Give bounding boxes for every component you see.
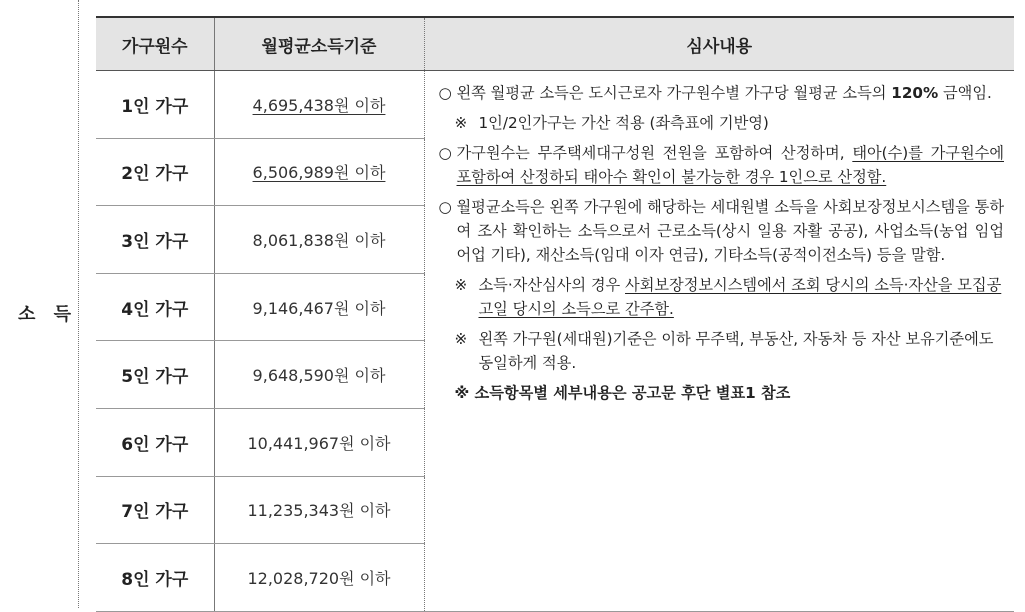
header-review: 심사내용	[424, 17, 1014, 71]
header-households: 가구원수	[96, 17, 214, 71]
household-cell: 8인 가구	[96, 544, 214, 612]
income-criteria-table	[96, 16, 1014, 612]
income-cell: 11,235,343원 이하	[214, 476, 424, 544]
review-text: 1인/2인가구는 가산 적용 (좌측표에 기반영)	[478, 114, 769, 133]
income-cell	[214, 138, 424, 206]
section-divider-line	[78, 0, 79, 608]
income-cell: 12,028,720원 이하	[214, 544, 424, 612]
review-underlined-text: 태아(수)를 가구원수에 포함하여 산정하되 태아수 확인이 불가능한 경우 1인으로 산정함.	[456, 144, 1004, 187]
household-cell: 3인 가구	[96, 206, 214, 274]
income-cell: 9,146,467원 이하	[214, 273, 424, 341]
circle-bullet: ○	[438, 84, 452, 102]
review-text: 금액임.	[938, 84, 992, 102]
review-text: 월평균소득은 왼쪽 가구원에 해당하는 세대원별 소득을 사회보장정보시스템을 통하여 조사 확인하는 소득으로서 근로소득(상시 일용 자활 공공), 사업소득(농업 임업 어업 기타), 재산소득(임대 이자 연금), 기타소득(공적이전소득) 등을 말함.	[456, 198, 1004, 265]
household-cell: 5인 가구	[96, 341, 214, 409]
table-header-row	[96, 17, 1014, 71]
income-cell: 8,061,838원 이하	[214, 206, 424, 274]
note-mark: ※	[454, 276, 468, 295]
review-paragraph-3	[439, 195, 1005, 267]
review-bold-percent: 120%	[891, 84, 939, 102]
review-paragraph-2	[439, 141, 1005, 189]
income-value: 6,506,989원 이하	[252, 163, 386, 183]
review-content-cell	[424, 71, 1014, 612]
household-cell: 1인 가구	[96, 71, 214, 139]
review-note-1	[439, 111, 1005, 135]
section-label: 소 득	[18, 304, 78, 325]
income-cell: 10,441,967원 이하	[214, 408, 424, 476]
household-cell: 6인 가구	[96, 408, 214, 476]
income-cell: 9,648,590원 이하	[214, 341, 424, 409]
review-text: 가구원수는 무주택세대구성원 전원을 포함하여 산정하며,	[456, 144, 853, 163]
income-value: 4,695,438원 이하	[252, 95, 386, 115]
review-paragraph-1	[439, 81, 1005, 105]
table-row	[96, 71, 1014, 139]
review-final-note: ※ 소득항목별 세부내용은 공고문 후단 별표1 참조	[454, 384, 791, 403]
household-cell: 7인 가구	[96, 476, 214, 544]
note-mark: ※	[454, 330, 468, 349]
household-cell: 2인 가구	[96, 138, 214, 206]
review-note-3	[439, 327, 1005, 375]
household-cell: 4인 가구	[96, 273, 214, 341]
review-text: 왼쪽 가구원(세대원)기준은 이하 무주택, 부동산, 자동차 등 자산 보유기준에도 동일하게 적용.	[478, 330, 994, 373]
review-note-2	[439, 273, 1005, 321]
header-income-standard: 월평균소득기준	[214, 17, 424, 71]
review-underlined-text: 사회보장정보시스템에서 조회 당시의 소득·자산을 모집공고일 당시의 소득으로 간주함.	[478, 276, 1002, 319]
income-cell	[214, 71, 424, 139]
review-text: 왼쪽 월평균 소득은 도시근로자 가구원수별 가구당 월평균 소득의	[456, 84, 892, 102]
note-mark: ※	[454, 114, 468, 133]
review-text: 소득·자산심사의 경우	[478, 276, 626, 295]
circle-bullet: ○	[438, 198, 452, 217]
circle-bullet: ○	[438, 144, 452, 163]
